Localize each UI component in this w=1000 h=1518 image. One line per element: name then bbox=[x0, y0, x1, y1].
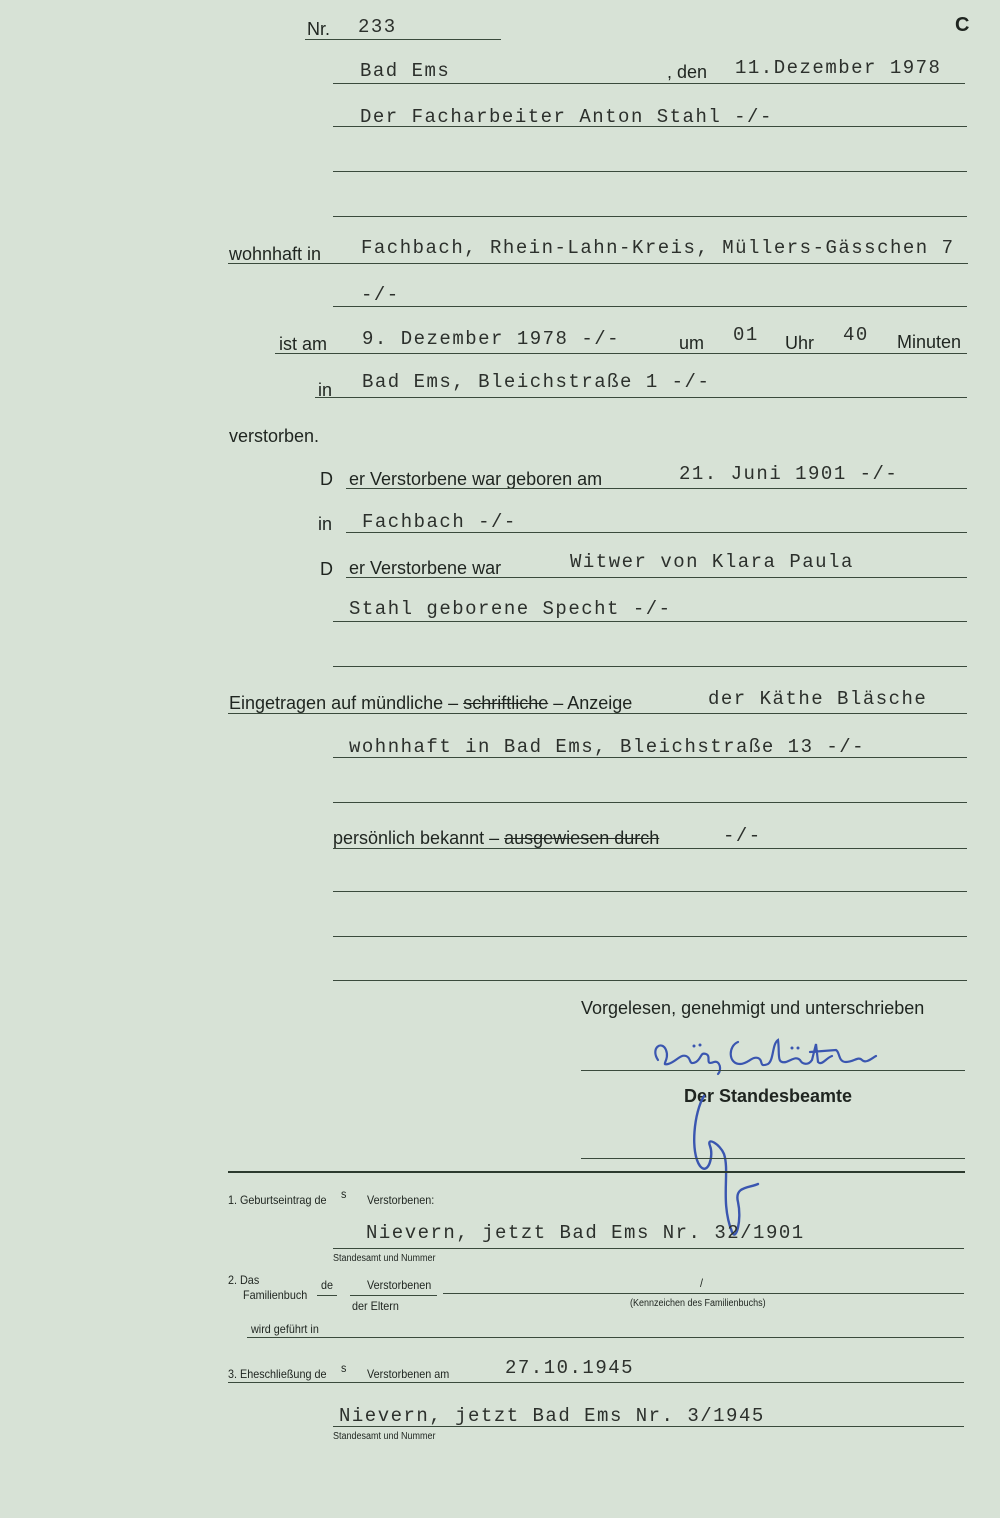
footer-familybook-de-underline bbox=[317, 1295, 337, 1296]
footer-birth-entry-s: s bbox=[341, 1187, 347, 1201]
informant-signature bbox=[640, 1030, 940, 1080]
deceased-name: Der Facharbeiter Anton Stahl -/- bbox=[360, 106, 773, 128]
footer-marriage-s: s bbox=[341, 1361, 347, 1375]
residence-line-2: -/- bbox=[361, 284, 400, 306]
residence-underline-1 bbox=[228, 263, 968, 264]
death-date-underline bbox=[275, 353, 967, 354]
footer-familybook-kept-underline bbox=[247, 1337, 964, 1338]
footer-familybook-underline bbox=[443, 1293, 964, 1294]
footer-marriage-place-underline bbox=[333, 1426, 964, 1427]
status-label: er Verstorbene war bbox=[349, 558, 502, 578]
person-underline-1 bbox=[333, 126, 967, 127]
registration-label-notice: – Anzeige bbox=[553, 693, 633, 713]
registration-underline-2 bbox=[333, 757, 967, 758]
footer-familybook-kept-in: wird geführt in bbox=[251, 1322, 319, 1336]
footer-familybook-option-parents: der Eltern bbox=[352, 1299, 399, 1313]
death-minutes: 40 bbox=[843, 324, 869, 346]
corner-letter: C bbox=[955, 14, 970, 36]
status-underline-3 bbox=[333, 666, 967, 667]
informant-signature-line bbox=[581, 1070, 965, 1071]
record-number: 233 bbox=[358, 16, 397, 38]
identification-label bbox=[333, 828, 659, 849]
registrar-label: Der Standesbeamte bbox=[684, 1086, 853, 1106]
identification-known: persönlich bekannt – bbox=[333, 828, 500, 848]
person-underline-2 bbox=[333, 171, 967, 172]
blank-underline-1 bbox=[333, 891, 967, 892]
registration-label bbox=[229, 693, 632, 714]
footer-familybook-de: de bbox=[321, 1278, 334, 1292]
footer-familybook-num: 2. Das bbox=[228, 1273, 260, 1287]
registration-underline-1 bbox=[228, 713, 967, 714]
birth-date: 21. Juni 1901 -/- bbox=[679, 463, 899, 485]
birth-label: er Verstorbene war geboren am bbox=[349, 469, 603, 489]
informant-address: wohnhaft in Bad Ems, Bleichstraße 13 -/- bbox=[349, 736, 866, 758]
footer-birth-entry-underline bbox=[333, 1248, 964, 1249]
informant-name: der Käthe Bläsche bbox=[708, 688, 928, 710]
spouse-name: Stahl geborene Specht -/- bbox=[349, 598, 672, 620]
signature-statement: Vorgelesen, genehmigt und unterschrieben bbox=[581, 998, 925, 1018]
status-underline-2 bbox=[333, 621, 967, 622]
footer-birth-entry-label: 1. Geburtseintrag de bbox=[228, 1193, 327, 1207]
death-date-label: ist am bbox=[279, 334, 328, 354]
birth-d-prefix: D bbox=[320, 469, 333, 489]
footer-birth-entry-label-2: Verstorbenen: bbox=[367, 1193, 435, 1207]
death-place-underline bbox=[315, 397, 967, 398]
marital-status: Witwer von Klara Paula bbox=[570, 551, 854, 573]
footer-familybook-sublabel: (Kennzeichen des Familienbuchs) bbox=[630, 1298, 766, 1309]
birth-date-underline bbox=[346, 488, 967, 489]
place-date-underline bbox=[333, 83, 965, 84]
footer-divider bbox=[228, 1171, 965, 1173]
place-of-record: Bad Ems bbox=[360, 60, 451, 82]
blank-underline-3 bbox=[333, 980, 967, 981]
birth-entry-reference: Nievern, jetzt Bad Ems Nr. 32/1901 bbox=[366, 1222, 805, 1244]
footer-marriage-label-2: Verstorbenen am bbox=[367, 1367, 450, 1381]
footer-birth-entry-sublabel: Standesamt und Nummer bbox=[333, 1253, 436, 1264]
marriage-reference: Nievern, jetzt Bad Ems Nr. 3/1945 bbox=[339, 1405, 765, 1427]
registration-label-oral: Eingetragen auf mündliche – bbox=[229, 693, 459, 713]
footer-marriage-label: 3. Eheschließung de bbox=[228, 1367, 327, 1381]
status-underline-1 bbox=[346, 577, 967, 578]
footer-marriage-underline bbox=[228, 1382, 964, 1383]
residence-underline-2 bbox=[333, 306, 967, 307]
footer-familybook-option-underline bbox=[350, 1295, 437, 1296]
nr-underline bbox=[305, 39, 501, 40]
death-date: 9. Dezember 1978 -/- bbox=[362, 328, 621, 350]
minuten-label: Minuten bbox=[897, 332, 962, 352]
status-d-prefix: D bbox=[320, 559, 333, 579]
footer-familybook-slash: / bbox=[700, 1276, 704, 1290]
birth-place-in-label: in bbox=[318, 514, 333, 534]
marriage-date: 27.10.1945 bbox=[505, 1357, 635, 1379]
footer-familybook-option-deceased: Verstorbenen bbox=[367, 1278, 432, 1292]
um-label: um bbox=[679, 333, 705, 353]
person-underline-3 bbox=[333, 216, 967, 217]
residence-label: wohnhaft in bbox=[229, 244, 322, 264]
death-place: Bad Ems, Bleichstraße 1 -/- bbox=[362, 371, 711, 393]
registrar-signature-line bbox=[581, 1158, 965, 1159]
death-hour: 01 bbox=[733, 324, 759, 346]
footer-marriage-sublabel: Standesamt und Nummer bbox=[333, 1431, 436, 1442]
record-date: 11.Dezember 1978 bbox=[735, 57, 942, 79]
uhr-label: Uhr bbox=[785, 333, 815, 353]
registration-underline-3 bbox=[333, 802, 967, 803]
birth-place-underline bbox=[346, 532, 967, 533]
identification-underline bbox=[333, 848, 967, 849]
nr-label: Nr. bbox=[307, 19, 331, 39]
birth-place: Fachbach -/- bbox=[362, 511, 517, 533]
footer-familybook-label: Familienbuch bbox=[243, 1288, 308, 1302]
verstorben-label: verstorben. bbox=[229, 426, 320, 446]
date-label: , den bbox=[667, 62, 708, 82]
identification-struck: ausgewiesen durch bbox=[504, 828, 660, 848]
registration-label-written-struck: schriftliche bbox=[463, 693, 549, 713]
residence-address: Fachbach, Rhein-Lahn-Kreis, Müllers-Gässchen 7 bbox=[361, 237, 955, 259]
identification-typed: -/- bbox=[723, 825, 762, 847]
death-place-in-label: in bbox=[318, 380, 333, 400]
blank-underline-2 bbox=[333, 936, 967, 937]
